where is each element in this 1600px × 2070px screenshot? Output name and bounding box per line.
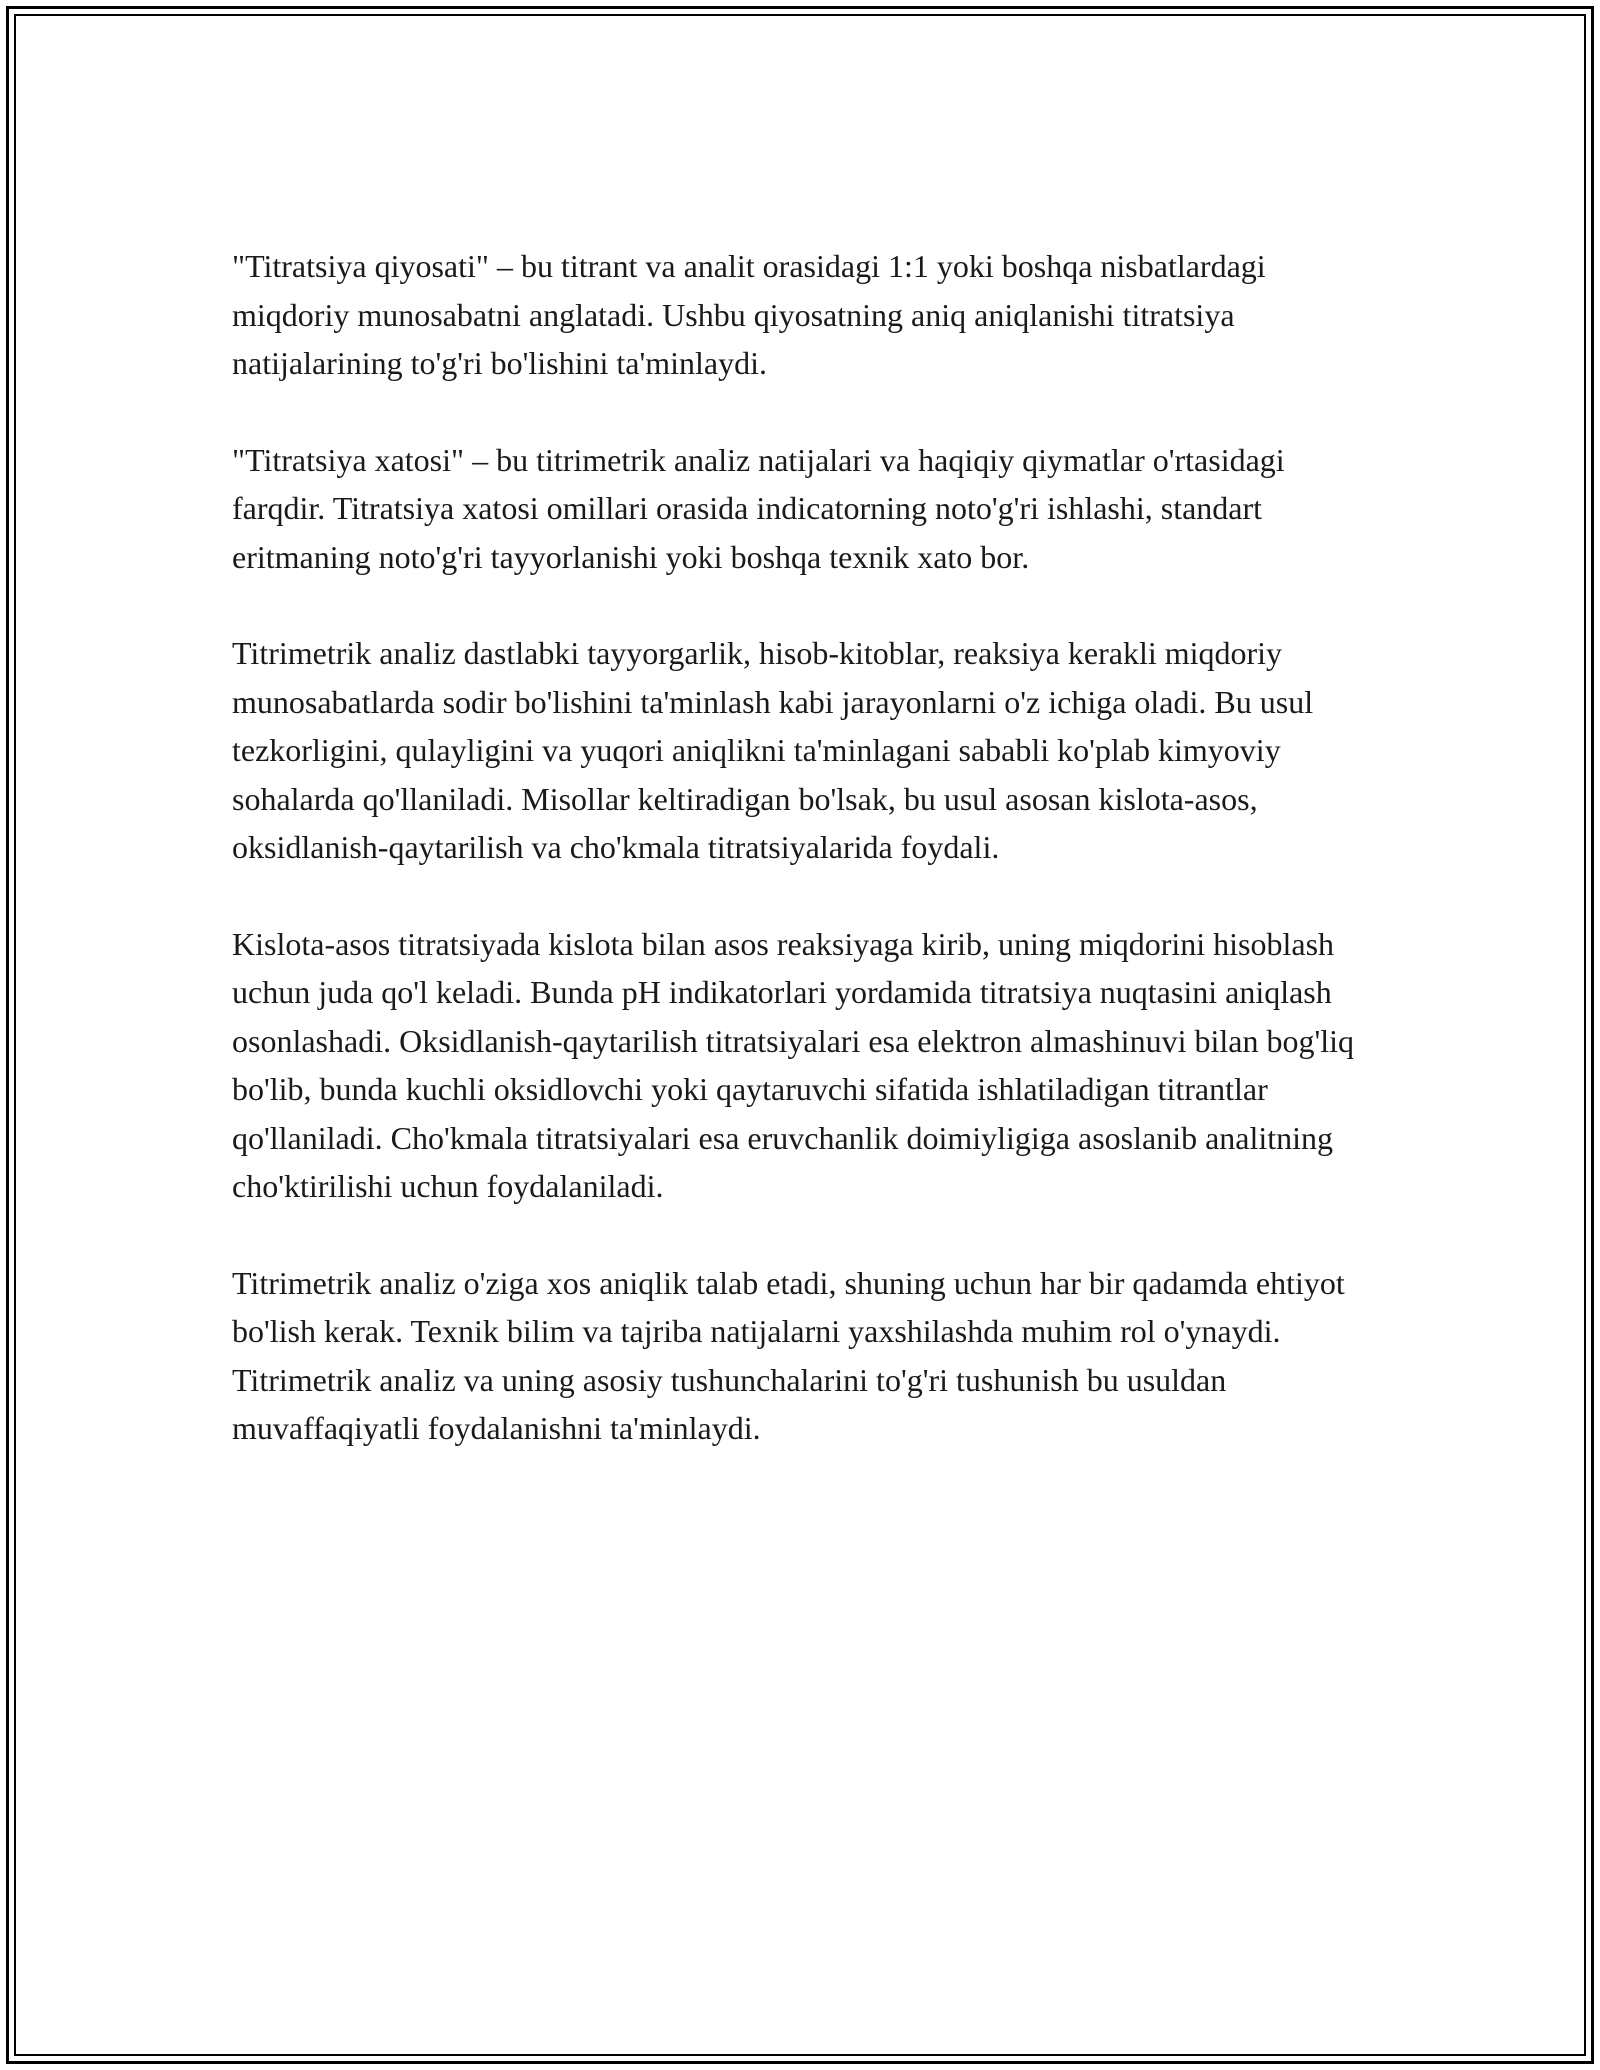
paragraph-conclusion: Titrimetrik analiz o'ziga xos aniqlik talab etadi, shuning uchun har bir qadamda ehtiyot bo'lish kerak. Texnik bilim va tajriba natijalarni yaxshilashda muhim rol o'ynaydi. Titrimetrik analiz va uning asosiy tushunchalarini to'g'ri tushunish bu usuldan muvaffaqiyatli foydalanishni ta'minlaydi.	[232, 1264, 1345, 1446]
document-body	[232, 242, 1382, 1501]
paragraph-titration-types: Kislota-asos titratsiyada kislota bilan asos reaksiyaga kirib, uning miqdorini hisoblash uchun juda qo'l keladi. Bunda pH indikatorlari yordamida titratsiya nuqtasini aniqlash osonlashadi. Oksidlanish-qaytarilish titratsiyalari esa elektron almashinuvi bilan bog'liq bo'lib, bunda kuchli oksidlovchi yoki qaytaruvchi sifatida ishlatiladigan titrantlar qo'llaniladi. Cho'kmala titratsiyalari esa eruvchanlik doimiyligiga asoslanib analitning cho'ktirilishi uchun foydalaniladi.	[232, 925, 1354, 1204]
page-border	[6, 6, 1594, 2064]
paragraph-titration-equivalence: "Titratsiya qiyosati" – bu titrant va analit orasidagi 1:1 yoki boshqa nisbatlardagi miqdoriy munosabatni anglatadi. Ushbu qiyosatning aniq aniqlanishi titratsiya natijalarining to'g'ri bo'lishini ta'minlaydi.	[232, 248, 1266, 381]
paragraph-titration-error: "Titratsiya xatosi" – bu titrimetrik analiz natijalari va haqiqiy qiymatlar o'rtasidagi farqdir. Titratsiya xatosi omillari orasida indicatorning noto'g'ri ishlashi, standart eritmaning noto'g'ri tayyorlanishi yoki boshqa texnik xato bor.	[232, 441, 1285, 575]
paragraph-titrimetric-analysis: Titrimetrik analiz dastlabki tayyorgarlik, hisob-kitoblar, reaksiya kerakli miqdoriy munosabatlarda sodir bo'lishini ta'minlash kabi jarayonlarni o'z ichiga oladi. Bu usul tezkorligini, qulayligini va yuqori aniqlikni ta'minlagani sababli ko'plab kimyoviy sohalarda qo'llaniladi. Misollar keltiradigan bo'lsak, bu usul asosan kislota-asos, oksidlanish-qaytarilish va cho'kmala titratsiyalarida foydali.	[232, 635, 1314, 865]
